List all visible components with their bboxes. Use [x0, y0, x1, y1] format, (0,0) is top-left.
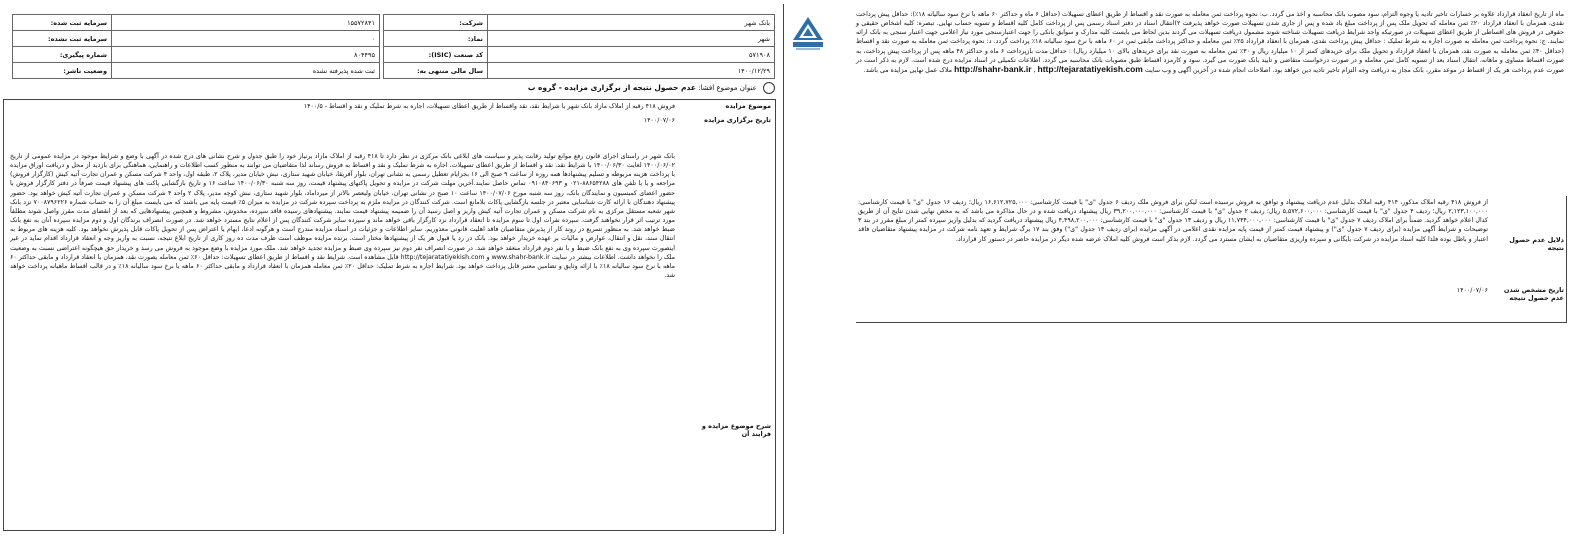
info-key: سرمایه ثبت نشده:	[13, 31, 112, 47]
subject-label: عنوان موضوع افشا:	[698, 84, 757, 92]
info-row	[384, 15, 775, 31]
detail-row-subject	[4, 102, 775, 116]
auction-details-box	[3, 99, 776, 531]
info-key: کد صنعت (ISIC):	[384, 47, 488, 63]
info-key: وضعیت ناشر:	[13, 63, 112, 79]
info-value: بانک شهر	[488, 15, 775, 31]
company-info-table	[383, 14, 775, 79]
row-text: ۱۴۰۰/۰۷/۰۶	[643, 117, 675, 124]
info-key: سرمایه ثبت شده:	[13, 15, 112, 31]
site-suffix: ملاک عمل نهایی مزایده می باشد.	[863, 66, 953, 74]
right-page	[788, 0, 1578, 536]
row-text: فروش ۴۱۸ رقبه از املاک مازاد بانک شهر با شرایط نقد، نقد واقساط از طریق اعطای تسهیلات، اجاره به شرط تملیک و نقد و اقساط - ۱۴۰۰/۵	[303, 103, 675, 110]
disclosure-subject	[10, 82, 775, 96]
left-page	[0, 0, 780, 536]
info-value: ۱۵۵۷۲۸۴۱	[112, 15, 380, 31]
row-text: از فروش ۴۱۸ رقبه املاک مذکور، ۴۱۴ رقبه املاک بدلیل عدم دریافت پیشنهاد و توافق به فروش نرسیده است لیکن برای فروش ملک ردیف ۶ جدول "ی" با قیمت کارشناسی: ۱۶,۶۱۲,۷۲۵,۰۰۰ ریال؛ ردیف ۱۶ جدول "ی" با قیمت کارشناسی: ۲,۱۲۳,۱۰۰,۰۰۰ ریال؛ ردیف ۴ جدول "ی" با قیمت کارشناسی: ۵,۵۷۲,۶۰۰,۰۰۰ ریال؛ ردیف ۲ جدول "ی" با قیمت کارشناسی: ۳۹,۲۰۰,۰۰۰,۰۰۰ ریال پیشنهاد دریافت شده و در حال مذاکره می باشد که به محض نهایی شدن نتایج آن از طریق کدال اعلام خواهد گردید. ضمناً برای املاک ردیف ۷ جدول "ی" با قیمت کارشناسی: ۱۱,۷۳۴,۰۰۰,۰۰۰ ریال و ردیف ۱۳ جدول "ی" با قیمت کارشناسی: ۴,۴۹۸,۲۰۰,۰۰۰ ریال پیشنهاد دریافت گردید که بدلیل واریز سپرده کمتر از مبلغ مقرر در بند ۳ توضیحات و شرایط آگهی مزایده (برای ردیف ۷ جدول "ی") و پیشنهاد قیمت کمتر از قیمت پایه مزایده نقدی اعلامی در آگهی مزایده (برای ردیف ۱۳ جدول "ی") وفق بند ۱۷ برگ شرایط و تعهد نامه شرکت در مزایده پیشنهاد متقاضیان فاقد اعتبار و باطل بوده فلذا کلیه اسناد مزایده در شرکت بایگانی و سپرده واریزی متقاضیان به ایشان مسترد می گردد. لازم بذکر است فروش کلیه املاک عرضه شده دیگر در مزایده حاضر در دستور کار قرارداد.	[858, 199, 1489, 243]
info-row	[384, 31, 775, 47]
row-label: تاریخ برگزاری مزایده	[704, 116, 771, 124]
tejarat-atiye-kish-link[interactable]: http://tejaratatiyekish.com	[1037, 63, 1143, 74]
subject-title: عدم حصول نتیجه از برگزاری مزایده - گروه ب	[527, 83, 696, 92]
page-divider	[783, 4, 784, 534]
result-reasons-box	[856, 196, 1567, 323]
info-value: ۰	[112, 31, 380, 47]
row-text: بانک شهر در راستای اجرای قانون رفع موانع تولید رقابت پذیر و سیاست های ابلاغی بانک مرکزی در نظر دارد تا ۴۱۸ رقبه از املاک مازاد برنیاز خود را طبق جدول و شرح نشانی های درج شده در آگهی با وضع و شرایط موجود در مزایده عمومی از تاریخ ۱۴۰۰/۰۶/۰۲ لغایت ۱۴۰۰/۰۶/۳۰ با شرایط نقد، نقد و اقساط از طریق اعطای تسهیلات، اجاره به شرط تملیک و نقد و اقساط به فروش رساند لذا متقاضیان می توانند به منظور کسب اطلاعات و راهنمایی، هماهنگی برای بازدید از محل و دریافت اوراق مزایده با پرداخت هزینه مربوطه و تسلیم پیشنهادها همه روزه از ساعت ۹ صبح الی ۱۶ بجزایام تعطیل رسمی به نشانی تهران، بلوار آفریقا، خیابان شهید ستاری، نبش خیابان مدیر، پلاک ۲، طبقه اول، واحد ۴ شرکت مسکن و عمران تجارت آتیه کیش (کارگزار فروش) مراجعه و یا با تلفن های ۸۸۶۵۴۲۸۸-۰۲۱ و ۰۹۱۰۸۴۰۶۹۳ تماس حاصل نمایند.آخرین مهلت شرکت در مزایده و تحویل پاکتهای پیشنهاد قیمت، روز سه شنبه ۱۴۰۰/۰۶/۳۰ ساعت ۱۶ و تاریخ بازگشایی پاکت های پیشنهاد قیمت صرفاً در دفتر کارگزار فروش با حضور اعضای کمیسیون و نمایندگان بانک، روز سه شنبه مورخ ۱۴۰۰/۰۷/۰۶ ساعت ۱۰ صبح در نشانی تهران، خیابان ولیعصر بالاتر از میرداماد، بلوار شهید ستاری، نبش کوچه مدیر، پلاک ۲ واحد ۴ شرکت مسکن و عمران تجارت آتیه کیش خواهد بود. حضور پیشنهاد دهندگان با ارائه کارت شناسایی معتبر در جلسه بازگشایی پاکات بلامانع است. شرکت کنندگان در مزایده ملزم به پرداخت سپرده شرکت در مزایده به میزان ۵٪ قیمت پایه می باشند که می بایست مبلغ آن را به حساب شماره ۷۰۰۸۷۹۶۲۲۶ نزد بانک شهر شعبه مستقل مرکزی به نام شرکت مسکن و عمران تجارت آتیه کیش واریز و اصل رسید آن را ضمیمه پیشنهاد قیمت نمایند. پیشنهادهای رسیده فاقد سپرده، مخدوش، مشروط و همچنین پیشنهادهایی که بعد از انقضای مدت مقرر واصل شوند مطلقاً مورد ترتیب اثر قرار نخواهند گرفت. سپرده نفرات اول تا سوم مزایده تا انعقاد قرارداد نزد کارگزار باقی خواهد ماند و سپرده سایر شرکت کنندگان پس از اعلام نتایج مسترد خواهد شد. در صورت انصراف برندگان اول و دوم مزایده سپرده آنان به نفع بانک ضبط خواهد شد. به منظور تسریع در روند کار از پذیرش متقاضیان فاقد اهلیت قانونی معذوریم. سایر اطلاعات و جزئیات در اسناد مزایده مندرج است و هرگونه ادعا، ابهام یا اعتراض پس از تحویل پاکات قابل پذیرش نخواهد بود. کلیه هزینه های مربوط به انتقال سند، نقل و انتقال، عوارض و مالیات بر عهده خریدار خواهد بود. بانک در رد یا قبول هر یک از پیشنهادها مختار است. برنده مزایده موظف است ظرف مدت ده روز کاری از تاریخ ابلاغ نتیجه، نسبت به واریز وجه و انعقاد قرارداد اقدام نماید در غیر اینصورت سپرده وی به نفع بانک ضبط و با نفر دوم قرارداد منعقد خواهد شد. در صورت انصراف نفر دوم نیز سپرده وی ضبط و مزایده تجدید خواهد شد. ملک مورد مزایده با وضع موجود به فروش می رسد و خریدار حق هیچگونه اعتراضی نسبت به وضعیت ملک را نخواهد داشت. اطلاعات بیشتر در سایت www.shahr-bank.ir و http://tejaratatiyekish.com قابل مشاهده است. شرایط نقد و اقساط از طریق اعطای تسهیلات: حداقل ۶۰٪ ثمن معامله بصورت نقد، همزمان با انعقاد قرارداد و مابقی حداکثر ۶۰ ماهه با نرخ سود سالیانه ۱۸٪ با ارائه وثایق و تضامین معتبر قابل پرداخت خواهد بود. شرایط اجاره به شرط تملیک: حداقل ۲۰٪ ثمن معامله همزمان با انعقاد قرارداد و مابقی حداکثر ۶۰ ماهه با نرخ سود سالیانه ۱۸٪ و در قالب اقساط ماهیانه پرداخت خواهد شد.	[10, 153, 675, 280]
info-value: شهر	[488, 31, 775, 47]
row-label: دلایل عدم حصول نتیجه	[1509, 236, 1564, 252]
info-row	[13, 15, 380, 31]
detail-row-description	[4, 152, 775, 530]
auction-terms-continuation: ماه از تاریخ انعقاد قرارداد علاوه بر خسارات تاخیر تادیه یا وجوه التزام، سود مصوب بانک محاسبه و اخذ می گردد. ب: نحوه پرداخت ثمن معامله به صورت نقد و اقساط از طریق اعطای تسهیلات (حداقل ۶ ماه و حداکثر ۶۰ ماهه با نرخ سود سالیانه ۱۸٪): حداقل پیش پرداخت نقدی، همزمان با انعقاد قرارداد ۲۰٪ ثمن معامله که تحویل ملک پس از پرداخت مبلغ یاد شده و پس از جاری شدن تسهیلات صورت خواهد پذیرفت ۲)انتقال اسناد در دفتر اسناد رسمی پس از پرداخت کامل کلیه اقساط و تسویه حساب نهایی. تبصره: کلیه اشخاص حقیقی و حقوقی در فروش های اقساطی از طریق اعطای تسهیلات در صورتیکه واجد شرایط دریافت تسهیلات شناخته شوند مشمول دریافت تسهیلات می گردند بدین لحاظ می بایست کلیه مدارک و سوابق بانکی را جهت اعتبارسنجی مورد نیاز اعلامی جهت اعتبار سنجی به بانک ارائه نمایند. ج: نحوه پرداخت ثمن معامله به صورت اجاره به شرط تملیک : حداقل پیش پرداخت نقدی، همزمان با انعقاد قرارداد ۲۵٪ ثمن معامله و حداکثر پرداخت مابقی ثمن در ۶۰ ماهه با نرخ سود سالیانه ۱۸٪ پرداخت گردد. د: نحوه پرداخت ثمن معامله به صورت نقد و اقساط (حداقل ۴۰٪ ثمن معامله به صورت نقد، همزمان با انعقاد قرارداد و تحویل ملک برای خریدهای کمتر از ۱۰ میلیارد ریال و ۳۰٪ ثمن معامله به صورت نقد برای خریدهای بالای ۱۰ میلیارد ریال) : حداقل مدت بازپرداخت ۶ ماه و حداکثر ۴۸ ماهه پس از پرداخت پیش پرداخت، به صورت اقساط مساوی و ماهانه، انتقال اسناد بعد از تسویه کامل ثمن معامله و در صورت درخواست متقاضی و تایید بانک صورت می گیرد. سود و کارمزد اقساط طبق مصوبات بانک محاسبه می گردد. اطلاعات تکمیلی در اسناد مزایده درج شده است. لازم به ذکر است در صورت عدم پرداخت هر یک از اقساط در موعد مقرر، بانک مجاز به دریافت وجه التزام تاخیر تادیه دین خواهد بود. اصلاحات انجام شده در آخرین آگهی و وب سایت http://shahr-bank.ir , http://tejaratatiyekish.com ملاک عمل نهایی مزایده می باشد.	[856, 11, 1565, 74]
detail-row-date	[4, 116, 775, 128]
capital-info-table	[12, 14, 380, 79]
site-prefix: وب سایت	[1144, 66, 1171, 74]
row-label: موضوع مزایده	[725, 102, 771, 110]
info-row	[384, 63, 775, 79]
shahr-bank-link[interactable]: http://shahr-bank.ir	[954, 63, 1032, 74]
bourse-logo-icon	[788, 14, 828, 54]
info-key: نماد:	[384, 31, 488, 47]
info-value: ثبت شده پذیرفته نشده	[112, 63, 380, 79]
info-key: شماره پیگیری:	[13, 47, 112, 63]
row-text: ۱۴۰۰/۰۷/۰۶	[1456, 287, 1488, 294]
info-row	[13, 47, 380, 63]
info-row	[13, 31, 380, 47]
info-key: شرکت:	[384, 15, 488, 31]
info-row	[384, 47, 775, 63]
row-label: شرح موضوع مزایده و فرایند آن	[701, 422, 771, 438]
row-label: تاریخ مشخص شدن عدم حصول نتیجه	[1503, 286, 1564, 302]
terms-text: ماه از تاریخ انعقاد قرارداد علاوه بر خسارات تاخیر تادیه یا وجوه التزام، سود مصوب بانک محاسبه و اخذ می گردد. ب: نحوه پرداخت ثمن معامله به صورت نقد و اقساط از طریق اعطای تسهیلات (حداقل ۶ ماه و حداکثر ۶۰ ماهه با نرخ سود سالیانه ۱۸٪): حداقل پیش پرداخت نقدی، همزمان با انعقاد قرارداد ۲۰٪ ثمن معامله که تحویل ملک پس از پرداخت مبلغ یاد شده و پس از جاری شدن تسهیلات صورت خواهد پذیرفت ۲)انتقال اسناد در دفتر اسناد رسمی پس از پرداخت کامل کلیه اقساط و تسویه حساب نهایی. تبصره: کلیه اشخاص حقیقی و حقوقی در فروش های اقساطی از طریق اعطای تسهیلات در صورتیکه واجد شرایط دریافت تسهیلات شناخته شوند مشمول دریافت تسهیلات می گردند بدین لحاظ می بایست کلیه مدارک و سوابق بانکی را جهت اعتبارسنجی مورد نیاز اعلامی جهت اعتبار سنجی به بانک ارائه نمایند. ج: نحوه پرداخت ثمن معامله به صورت اجاره به شرط تملیک : حداقل پیش پرداخت نقدی، همزمان با انعقاد قرارداد ۲۵٪ ثمن معامله و حداکثر پرداخت مابقی ثمن در ۶۰ ماهه با نرخ سود سالیانه ۱۸٪ پرداخت گردد. د: نحوه پرداخت ثمن معامله به صورت نقد و اقساط (حداقل ۴۰٪ ثمن معامله به صورت نقد، همزمان با انعقاد قرارداد و تحویل ملک برای خریدهای کمتر از ۱۰ میلیارد ریال و ۳۰٪ ثمن معامله به صورت نقد برای خریدهای بالای ۱۰ میلیارد ریال) : حداقل مدت بازپرداخت ۶ ماه و حداکثر ۴۸ ماهه پس از پرداخت پیش پرداخت، به صورت اقساط مساوی و ماهانه، انتقال اسناد بعد از تسویه کامل ثمن معامله و در صورت درخواست متقاضی و تایید بانک صورت می گیرد. سود و کارمزد اقساط طبق مصوبات بانک محاسبه می گردد. اطلاعات تکمیلی در اسناد مزایده درج شده است. لازم به ذکر است در صورت عدم پرداخت هر یک از اقساط در موعد مقرر، بانک مجاز به دریافت وجه التزام تاخیر تادیه دین خواهد بود. اصلاحات انجام شده در آخرین آگهی و	[856, 11, 1565, 74]
info-value: ۸۰۴۴۹۵	[112, 47, 380, 63]
info-row	[13, 63, 380, 79]
info-value: ۵۷۱۹۰۸	[488, 47, 775, 63]
info-key: سال مالی منتهی به:	[384, 63, 488, 79]
info-value: ۱۴۰۰/۱۲/۲۹	[488, 63, 775, 79]
disclosure-icon	[763, 82, 775, 94]
